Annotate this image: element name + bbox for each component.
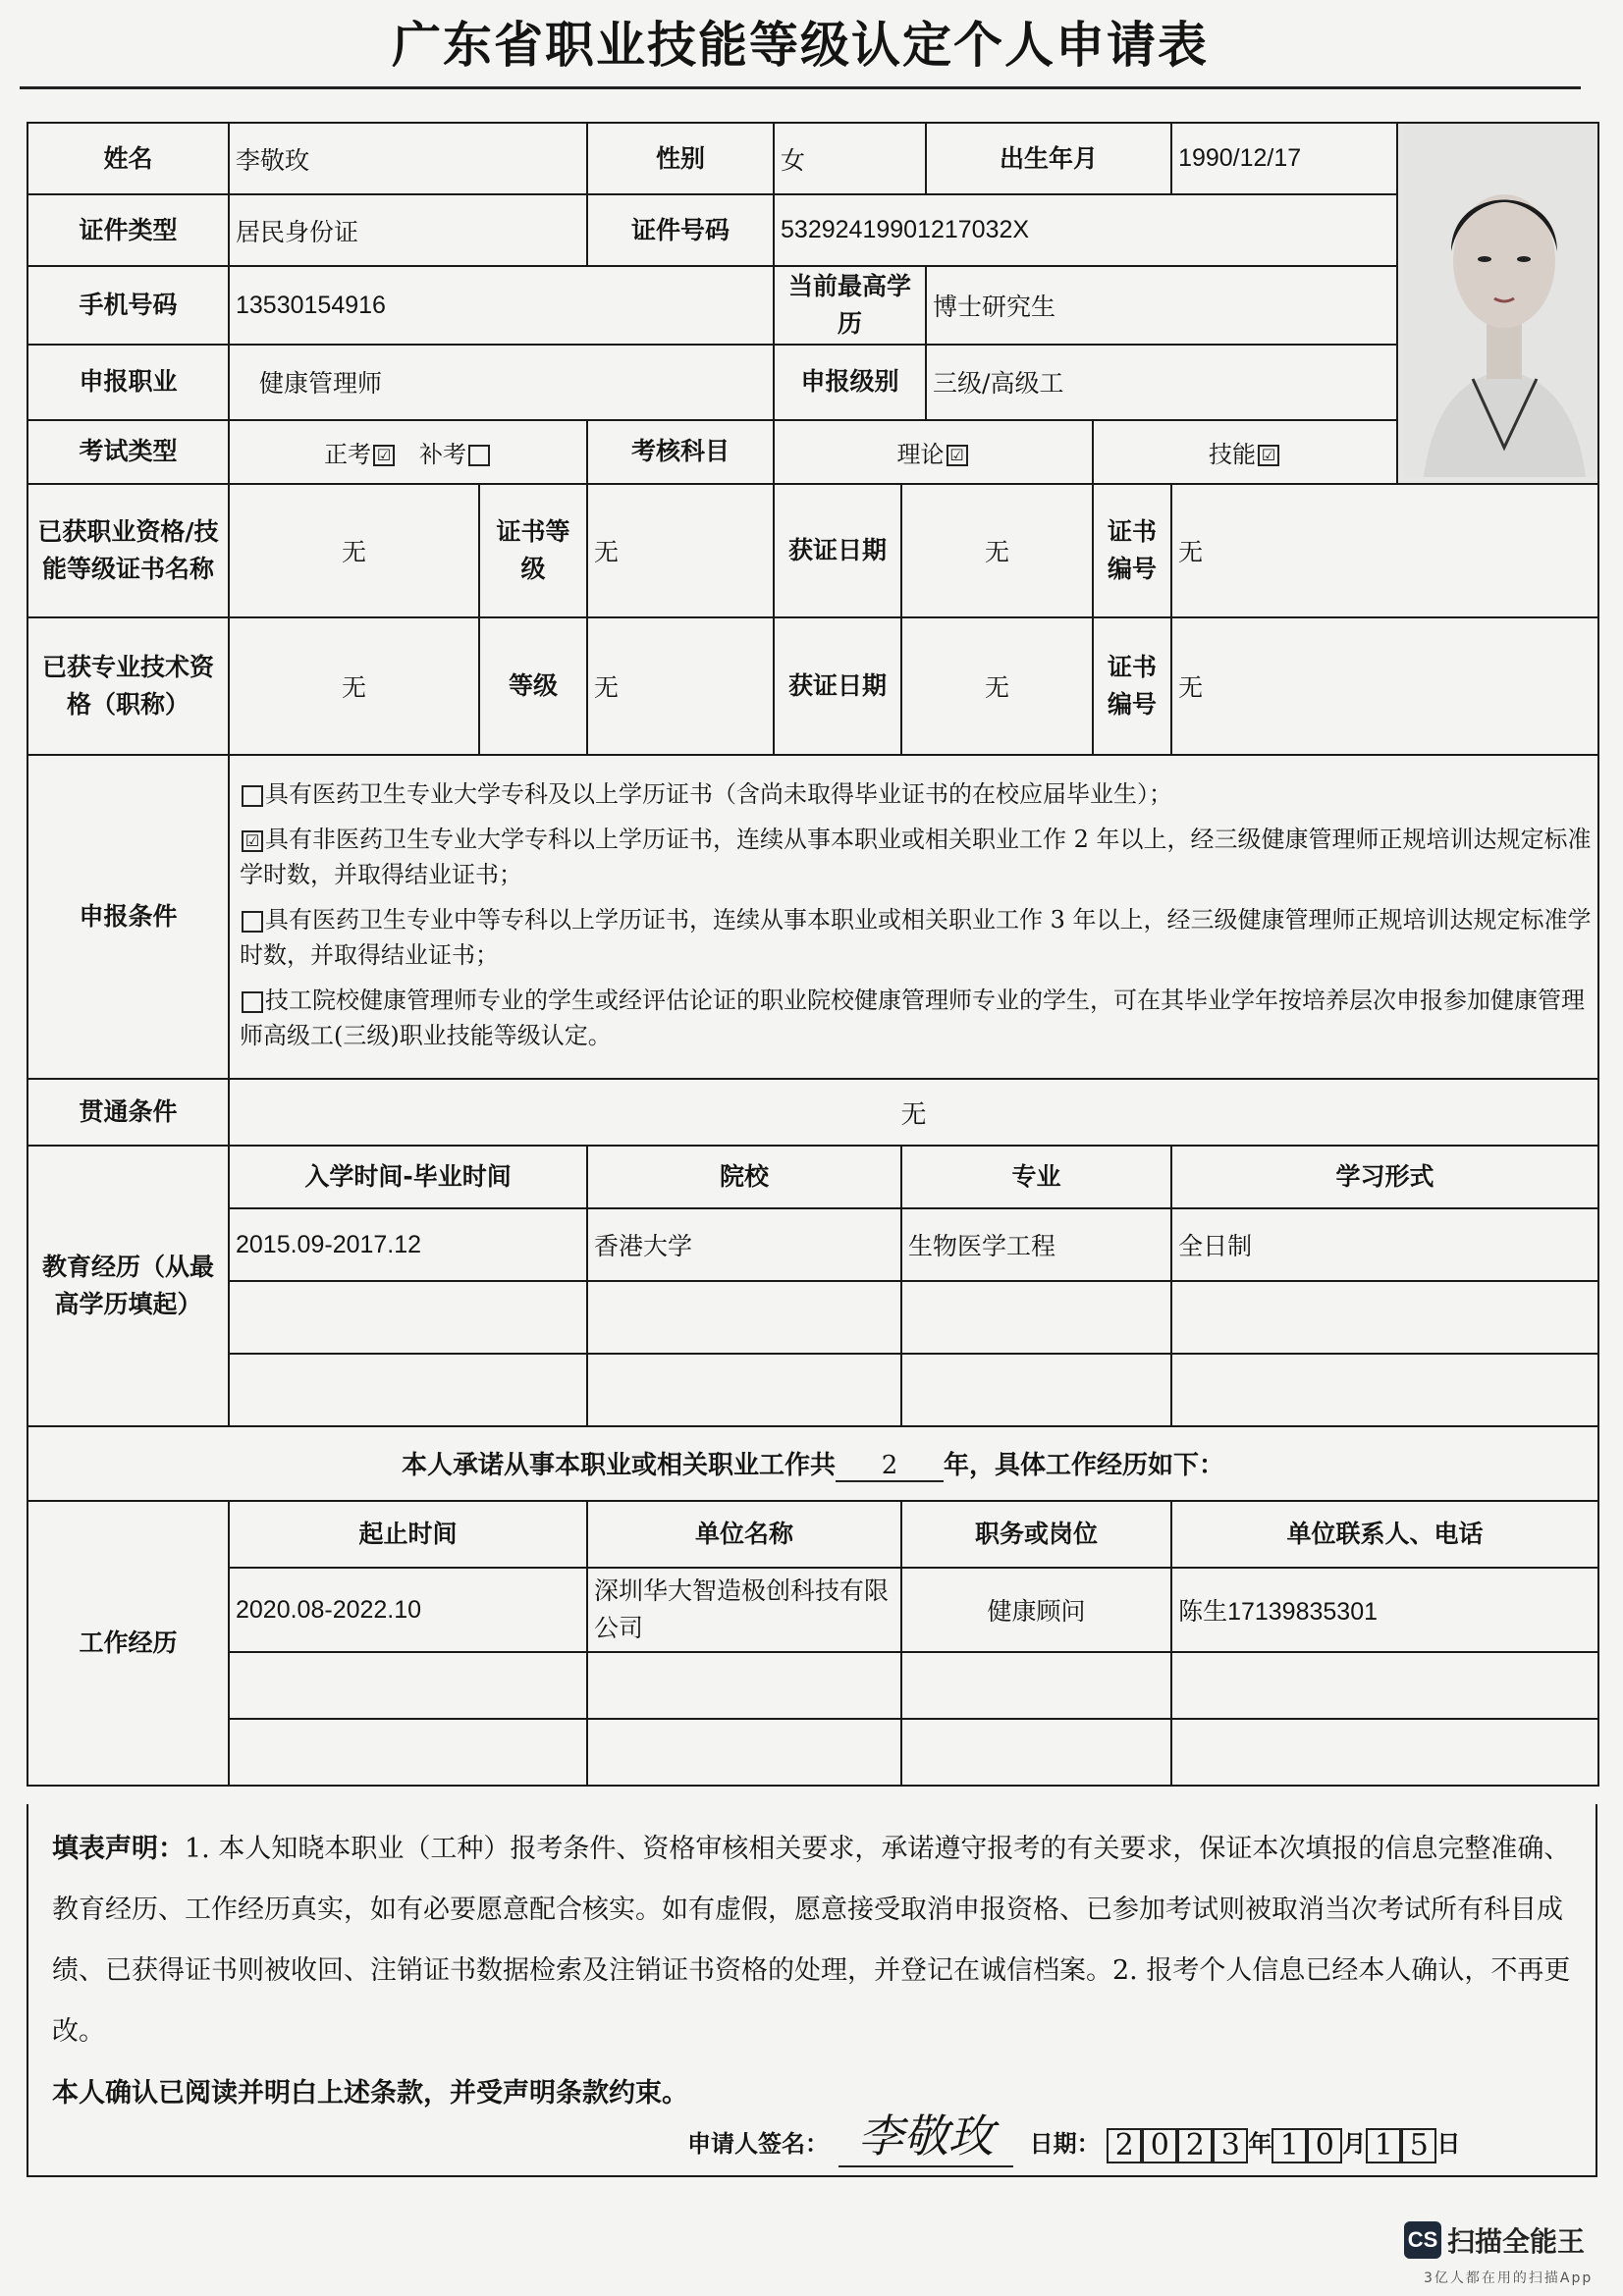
birth-value: 1990/12/17 [1171, 123, 1397, 194]
condition-item-1 [240, 776, 1592, 812]
declaration-body: 1. 本人知晓本职业（工种）报考条件、资格审核相关要求，承诺遵守报考的有关要求，保证本次填报的信息完整准确、教育经历、工作经历真实，如有必要愿意配合核实。如有虚假，愿意接受取消申报资格、已参加考试则被取消当次考试所有科目成绩、已获得证书则被收回、注销证书数据检索及注销证书资格的处理，并登记在诚信档案。2. 报考个人信息已经本人确认，不再更改。 [52, 1834, 1571, 2047]
prof-cert-no-label: 证书编号 [1093, 617, 1171, 755]
scanner-app-name: 扫描全能王 [1447, 2226, 1586, 2257]
condition-1-checkbox[interactable] [242, 785, 263, 807]
phone-label: 手机号码 [27, 266, 229, 344]
edu-value: 博士研究生 [926, 266, 1397, 344]
id-type-label: 证件类型 [27, 194, 229, 266]
portrait-icon [1404, 124, 1598, 477]
table-row [27, 1208, 1598, 1281]
through-value: 无 [229, 1079, 1598, 1146]
work-header-company: 单位名称 [587, 1501, 901, 1568]
form-title: 广东省职业技能等级认定个人申请表 [392, 17, 1209, 74]
applicant-photo [1397, 123, 1598, 484]
pledge-prefix: 本人承诺从事本职业或相关职业工作共 [402, 1451, 837, 1480]
work-row-contact: 陈生17139835301 [1171, 1568, 1598, 1652]
qual-cert-date: 无 [901, 484, 1093, 617]
month-digit: 0 [1307, 2128, 1342, 2163]
declaration-confirm: 本人确认已阅读并明白上述条款，并受声明条款约束。 [52, 2078, 688, 2108]
work-label: 工作经历 [27, 1501, 229, 1786]
work-header-contact: 单位联系人、电话 [1171, 1501, 1598, 1568]
prof-level-label: 等级 [479, 617, 587, 755]
condition-4-text: 技工院校健康管理师专业的学生或经评估论证的职业院校健康管理师专业的学生，可在其毕业学年按培养层次申报参加健康管理师高级工(三级)职业技能等级认定。 [240, 987, 1585, 1049]
exam-type-label: 考试类型 [27, 420, 229, 484]
gender-label: 性别 [587, 123, 774, 194]
declaration-text [52, 1818, 1572, 2062]
prof-title-label: 已获专业技术资格（职称） [27, 617, 229, 755]
subject-skill-label: 技能 [1209, 440, 1257, 468]
table-row [27, 1568, 1598, 1652]
exam-makeup-checkbox[interactable] [468, 445, 490, 466]
id-no-label: 证件号码 [587, 194, 774, 266]
declaration-heading: 填表声明： [52, 1834, 185, 1863]
condition-item-4 [240, 983, 1592, 1053]
table-row [27, 1281, 1598, 1354]
sign-label: 申请人签名： [687, 2131, 829, 2158]
condition-1-text: 具有医药卫生专业大学专科及以上学历证书（含尚未取得毕业证书的在校应届毕业生）； [265, 780, 1172, 808]
prof-title-name: 无 [229, 617, 479, 755]
edu-header-school: 院校 [587, 1146, 901, 1208]
condition-3-text: 具有医药卫生专业中等专科以上学历证书，连续从事本职业或相关职业工作 3 年以上，经三级健康管理师正规培训达规定标准学时数，并取得结业证书； [240, 906, 1592, 969]
day-digit: 1 [1366, 2128, 1401, 2163]
exam-regular-label: 正考 [324, 440, 372, 468]
condition-item-2 [240, 822, 1592, 892]
table-row [27, 1719, 1598, 1786]
prof-title-date: 无 [901, 617, 1093, 755]
date-label: 日期： [1029, 2131, 1101, 2158]
prof-title-no: 无 [1171, 617, 1598, 755]
title-rule [20, 86, 1581, 89]
id-type-value: 居民身份证 [229, 194, 587, 266]
work-header-period: 起止时间 [229, 1501, 587, 1568]
subject-skill-option [1093, 420, 1397, 484]
birth-label: 出生年月 [926, 123, 1171, 194]
conditions-list [229, 755, 1598, 1079]
exam-type-options [229, 420, 587, 484]
year-digit: 2 [1177, 2128, 1213, 2163]
condition-2-text: 具有非医药卫生专业大学专科以上学历证书，连续从事本职业或相关职业工作 2 年以上，经三级健康管理师正规培训达规定标准学时数，并取得结业证书； [240, 826, 1592, 888]
work-row-period: 2020.08-2022.10 [229, 1568, 587, 1652]
prof-obtain-date-label: 获证日期 [774, 617, 901, 755]
camscanner-icon: CS [1404, 2221, 1441, 2259]
cert-no-label: 证书编号 [1093, 484, 1171, 617]
condition-item-3 [240, 902, 1592, 973]
table-row [27, 1652, 1598, 1719]
id-no-value: 53292419901217032X [774, 194, 1397, 266]
subject-theory-option [774, 420, 1093, 484]
obtain-date-label: 获证日期 [774, 484, 901, 617]
edu-header-period: 入学时间-毕业时间 [229, 1146, 587, 1208]
month-digit: 1 [1271, 2128, 1307, 2163]
subject-label: 考核科目 [587, 420, 774, 484]
condition-2-checkbox[interactable]: ☑ [242, 830, 263, 852]
qual-cert-no: 无 [1171, 484, 1598, 617]
job-value: 健康管理师 [229, 345, 774, 420]
edu-row-mode: 全日制 [1171, 1208, 1598, 1281]
application-form [27, 122, 1599, 1787]
condition-4-checkbox[interactable] [242, 991, 263, 1013]
cert-level-label: 证书等级 [479, 484, 587, 617]
work-pledge [27, 1426, 1598, 1501]
pledge-years: 2 [836, 1451, 944, 1482]
gender-value: 女 [774, 123, 926, 194]
signature: 李敬玫 [839, 2101, 1013, 2167]
conditions-label: 申报条件 [27, 755, 229, 1079]
scanner-watermark [1404, 2220, 1585, 2260]
year-digit: 0 [1142, 2128, 1177, 2163]
day-digit: 5 [1401, 2128, 1436, 2163]
year-digit: 2 [1107, 2128, 1142, 2163]
through-label: 贯通条件 [27, 1079, 229, 1146]
subject-skill-checkbox[interactable]: ☑ [1258, 445, 1279, 466]
name-value: 李敬玫 [229, 123, 587, 194]
condition-3-checkbox[interactable] [242, 911, 263, 933]
edu-row-major: 生物医学工程 [901, 1208, 1171, 1281]
scanner-tagline: 3亿人都在用的扫描App [1424, 2270, 1594, 2286]
subject-theory-label: 理论 [896, 440, 945, 468]
level-value: 三级/高级工 [926, 345, 1397, 420]
edu-header-mode: 学习形式 [1171, 1146, 1598, 1208]
pledge-suffix: 年，具体工作经历如下： [944, 1451, 1225, 1480]
work-header-position: 职务或岗位 [901, 1501, 1171, 1568]
level-label: 申报级别 [774, 345, 926, 420]
education-label: 教育经历（从最高学历填起） [27, 1146, 229, 1426]
signature-line [687, 2101, 1460, 2167]
edu-row-school: 香港大学 [587, 1208, 901, 1281]
edu-label: 当前最高学历 [774, 266, 926, 344]
job-label: 申报职业 [27, 345, 229, 420]
prof-title-level: 无 [587, 617, 774, 755]
month-unit: 月 [1342, 2131, 1367, 2158]
qual-cert-level: 无 [587, 484, 774, 617]
phone-value: 13530154916 [229, 266, 774, 344]
work-row-company: 深圳华大智造极创科技有限公司 [587, 1568, 901, 1652]
edu-row-period: 2015.09-2017.12 [229, 1208, 587, 1281]
qual-cert-label: 已获职业资格/技能等级证书名称 [27, 484, 229, 617]
table-row [27, 1354, 1598, 1426]
exam-makeup-label: 补考 [418, 440, 466, 468]
exam-regular-checkbox[interactable]: ☑ [373, 445, 395, 466]
edu-header-major: 专业 [901, 1146, 1171, 1208]
subject-theory-checkbox[interactable]: ☑ [947, 445, 968, 466]
day-unit: 日 [1436, 2131, 1461, 2158]
year-digit: 3 [1213, 2128, 1248, 2163]
qual-cert-name: 无 [229, 484, 479, 617]
year-unit: 年 [1248, 2131, 1272, 2158]
work-row-position: 健康顾问 [901, 1568, 1171, 1652]
name-label: 姓名 [27, 123, 229, 194]
